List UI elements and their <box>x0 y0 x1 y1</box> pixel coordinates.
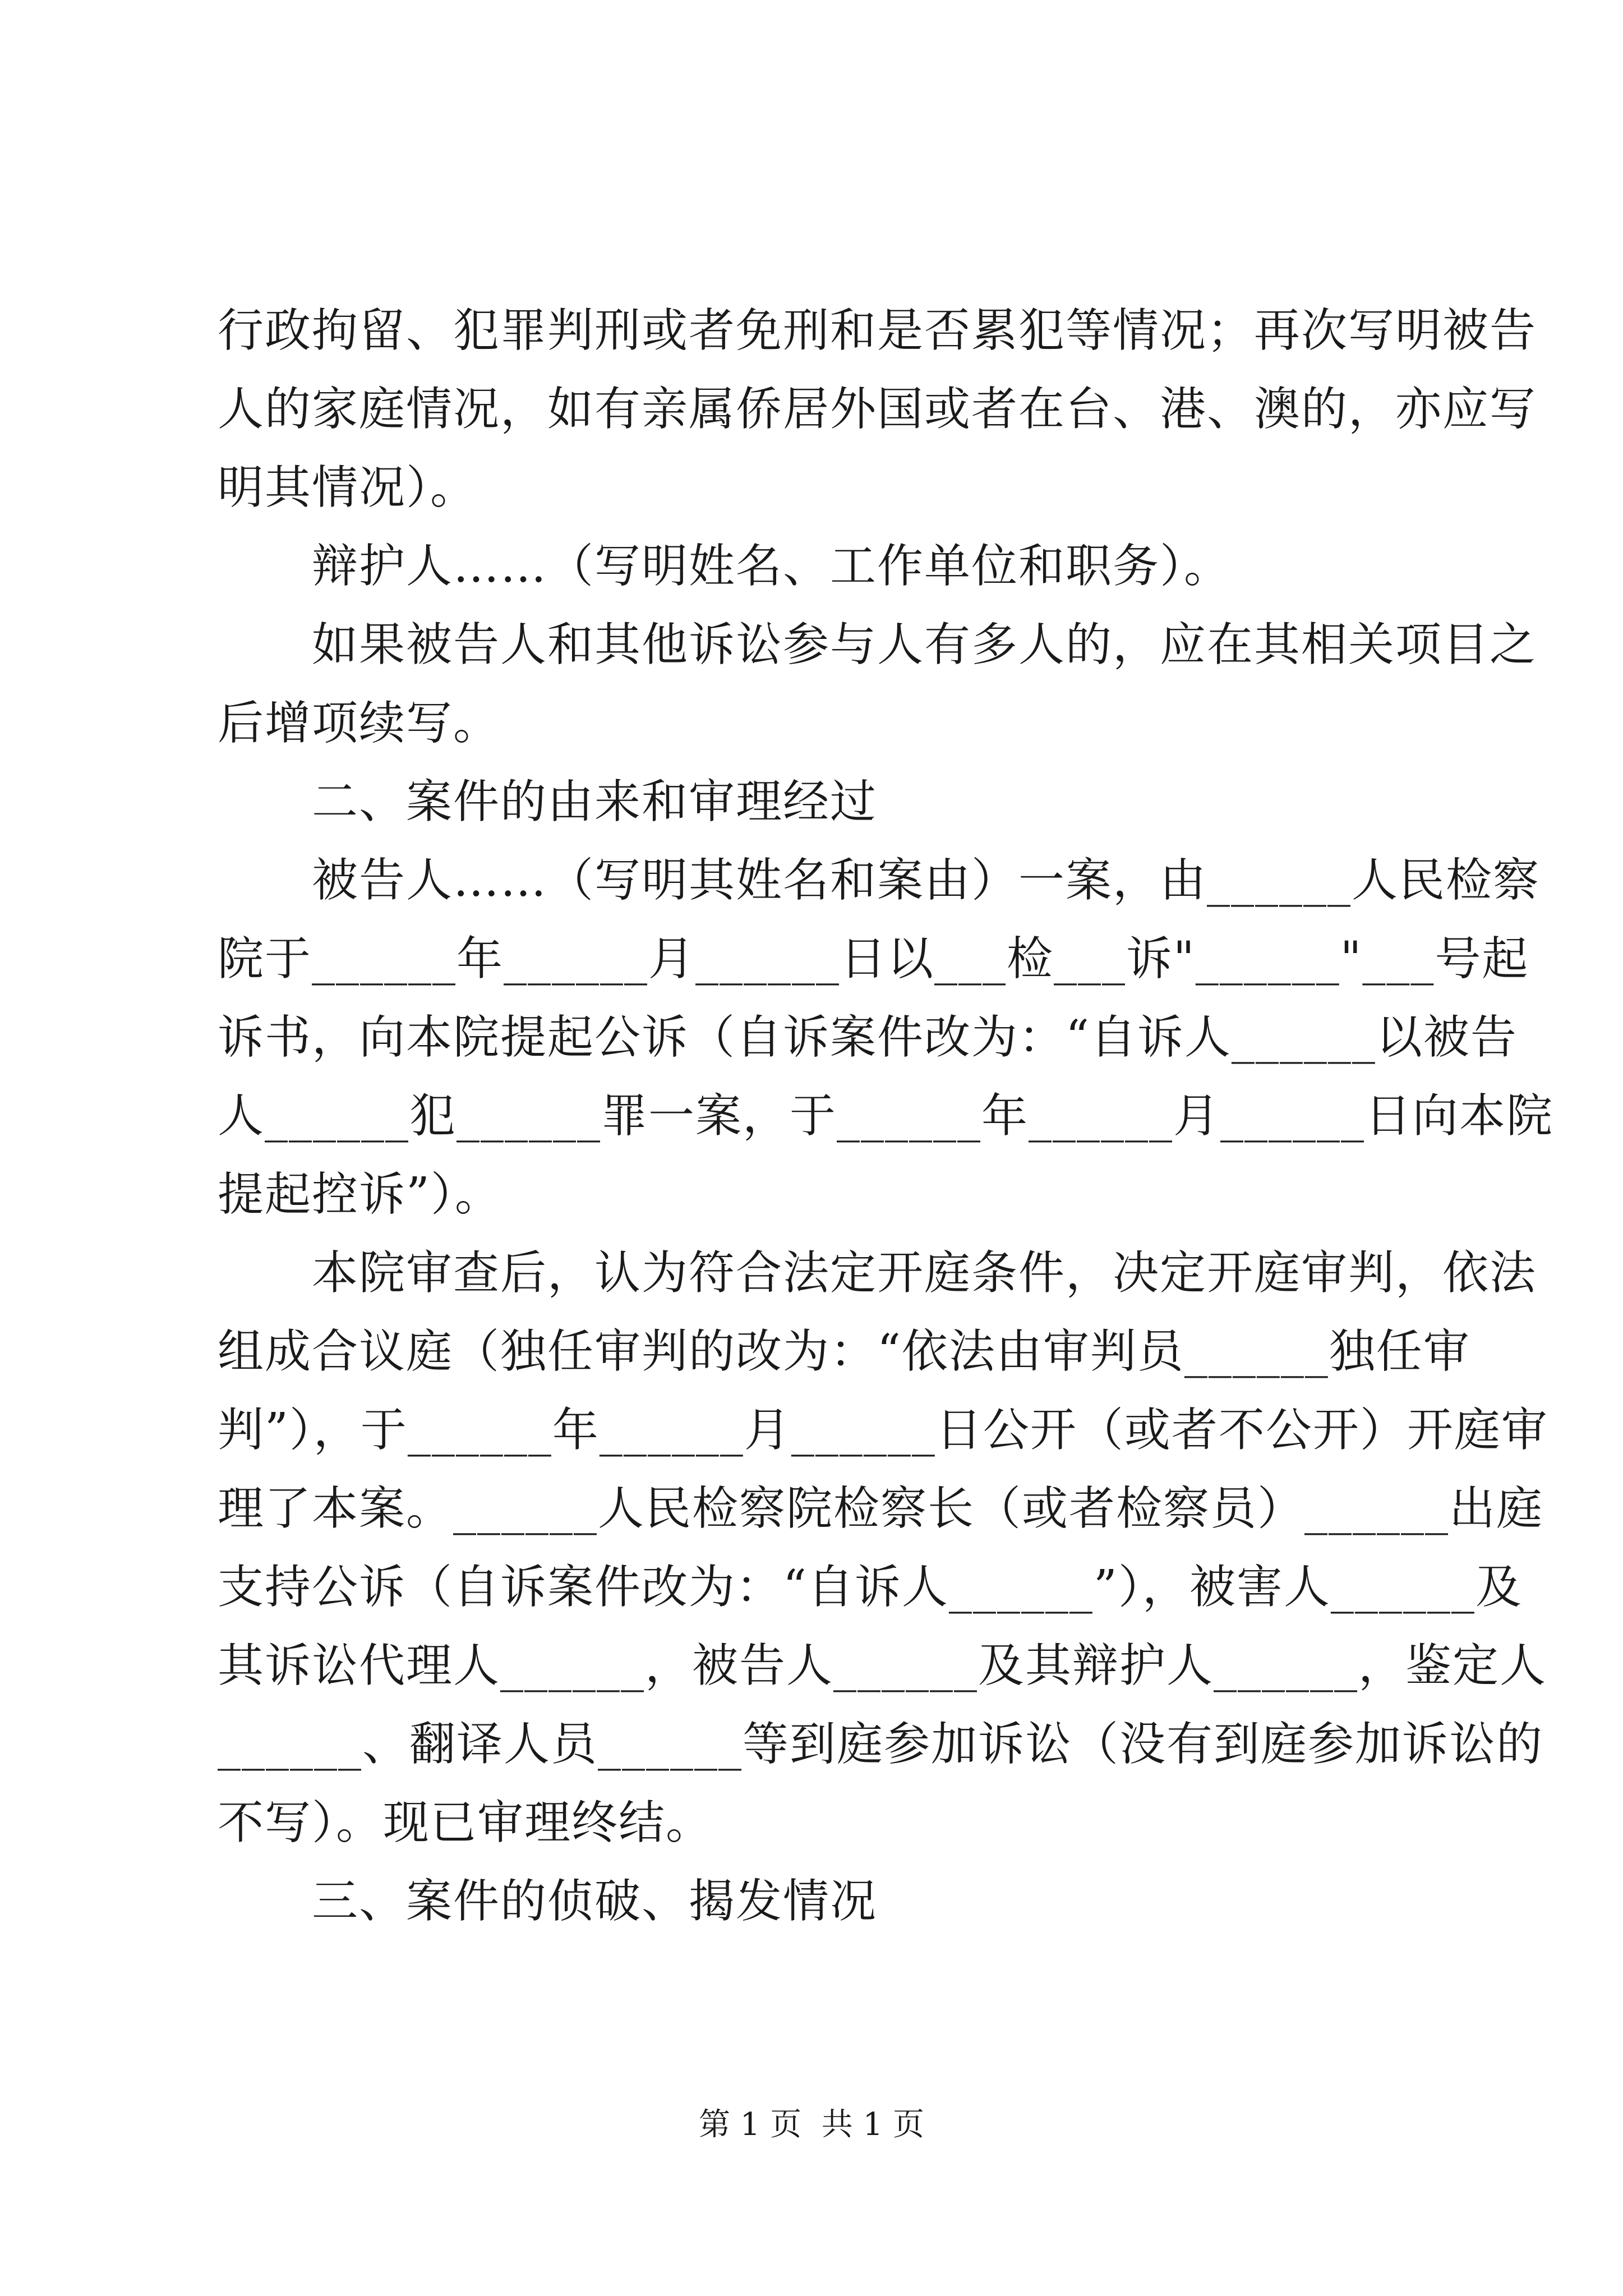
text-line: 人______犯______罪一案，于______年______月______日向本院 <box>218 1089 1553 1143</box>
text-line: 明其情况）。 <box>218 461 478 514</box>
text-line: 提起控诉”）。 <box>218 1168 502 1221</box>
text-line: ______、翻译人员______等到庭参加诉讼（没有到庭参加诉讼的 <box>218 1718 1544 1771</box>
section-heading: 三、案件的侦破、揭发情况 <box>218 1875 878 1928</box>
page-footer: 第 1 页 共 1 页 <box>698 2106 925 2143</box>
section-heading: 二、案件的由来和审理经过 <box>218 775 878 829</box>
text-line: 被告人……（写明其姓名和案由）一案，由______人民检察 <box>218 854 1541 907</box>
text-line: 行政拘留、犯罪判刑或者免刑和是否累犯等情况；再次写明被告 <box>218 304 1537 357</box>
text-line: 判”），于______年______月______日公开（或者不公开）开庭审 <box>218 1404 1548 1457</box>
text-line: 理了本案。______人民检察院检察长（或者检察员）______出庭 <box>218 1482 1544 1535</box>
text-line: 后增项续写。 <box>218 697 501 750</box>
text-line: 其诉讼代理人______，被告人______及其辩护人______，鉴定人 <box>218 1639 1547 1692</box>
text-line: 诉书，向本院提起公诉（自诉案件改为：“自诉人______以被告 <box>218 1011 1518 1064</box>
text-line: 如果被告人和其他诉讼参与人有多人的，应在其相关项目之 <box>218 618 1537 671</box>
text-line: 组成合议庭（独任审判的改为：“依法由审判员______独任审 <box>218 1325 1470 1378</box>
text-line: 本院审查后，认为符合法定开庭条件，决定开庭审判，依法 <box>218 1246 1537 1300</box>
text-line: 人的家庭情况，如有亲属侨居外国或者在台、港、澳的，亦应写 <box>218 383 1537 436</box>
text-line: 不写）。现已审理终结。 <box>218 1796 713 1849</box>
text-line: 辩护人……（写明姓名、工作单位和职务）。 <box>218 540 1232 593</box>
text-line: 支持公诉（自诉案件改为：“自诉人______”），被害人______及 <box>218 1561 1523 1614</box>
text-line: 院于______年______月______日以___检___诉"______"___号起 <box>218 932 1529 986</box>
